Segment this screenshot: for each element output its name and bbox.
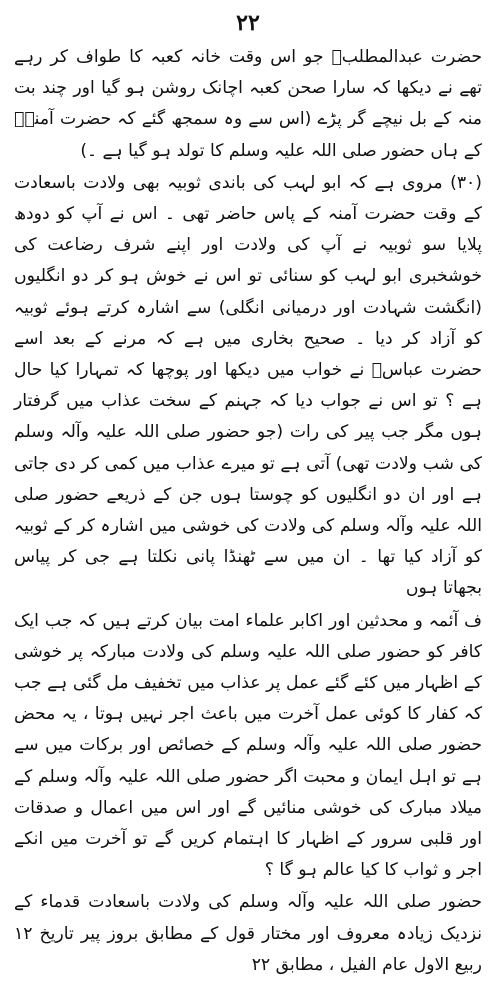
paragraph-miracle-kaaba: حضرت عبدالمطلبؓ جو اس وقت خانہ کعبہ کا طواف کر رہے تھے نے دیکھا کہ سارا صحن کعبہ اچانک روشن ہو گیا اور چند بت منہ کے بل نیچے گر پڑے (اس سے وہ سمجھ گئے کہ حضرت آمنہؓ کے ہاں حضور صلی اللہ علیہ وسلم کا تولد ہو گیا ہے ۔) (14, 47, 482, 161)
page-number: ٢٢ (236, 10, 260, 36)
document-body (14, 42, 482, 981)
paragraph-thuwaybah: (٣٠) مروی ہے کہ ابو لہب کی باندی ثوبیہ بھی ولادت باسعادت کے وقت حضرت آمنہ کے پاس حاضر تھی ۔ اس نے آپ کو دودھ پلایا سو ثوبیہ نے آپ کی ولادت اور اپنے شرف رضاعت کی خوشخبری ابو لہب کو سنائی تو اس نے خوش ہو کر دو انگلیوں (انگشت شہادت اور درمیانی انگلی) سے اشارہ کرتے ہوئے ثوبیہ کو آزاد کر دیا ۔ صحیح بخاری میں ہے کہ مرنے کے بعد اسے حضرت عباسؓ نے خواب میں دیکھا اور پوچھا کہ تمہارا کیا حال ہے ؟ تو اس نے جواب دیا کہ جہنم کے سخت عذاب میں گرفتار ہوں مگر جب پیر کی رات (جو حضور صلی اللہ علیہ وآلہ وسلم کی شب ولادت تھی) آتی ہے تو میرے عذاب میں کمی کر دی جاتی ہے اور ان دو انگلیوں کو چوستا ہوں جن کے ذریعے حضور صلی اللہ علیہ وآلہ وسلم کی ولادت کی خوشی میں اشارہ کر کے ثوبیہ کو آزاد کیا تھا ۔ ان میں سے ٹھنڈا پانی نکلتا ہے جی کر پیاس بجھاتا ہوں (14, 172, 482, 599)
paragraph-scholars-note: ف آئمہ و محدثین اور اکابر علماء امت بیان کرتے ہیں کہ جب ایک کافر کو حضور صلی اللہ علیہ وسلم کی ولادت مبارکہ پر خوشی کے اظہار میں کئے گئے عمل پر عذاب میں تخفیف مل گئی ہے جب کہ کفار کا کوئی عمل آخرت میں باعث اجر نہیں ہوتا ، یہ محض حضور صلی اللہ علیہ وآلہ وسلم کے خصائص اور برکات میں سے ہے تو اہل ایمان و محبت اگر حضور صلی اللہ علیہ وآلہ وسلم کے میلاد مبارک کی خوشی منائیں گے اور اس میں اعمال و صدقات اور قلبی سرور کے اظہار کا اہتمام کریں گے تو آخرت میں انکے اجر و ثواب کا کیا عالم ہو گا ؟ (14, 610, 482, 881)
paragraph-birth-date: حضور صلی اللہ علیہ وآلہ وسلم کی ولادت باسعادت قدماء کے نزدیک زیادہ معروف اور مختار قول کے مطابق بروز پیر تاریخ ١٢ ربیع الاول عام الفیل ، مطابق ٢٢ (14, 892, 482, 975)
